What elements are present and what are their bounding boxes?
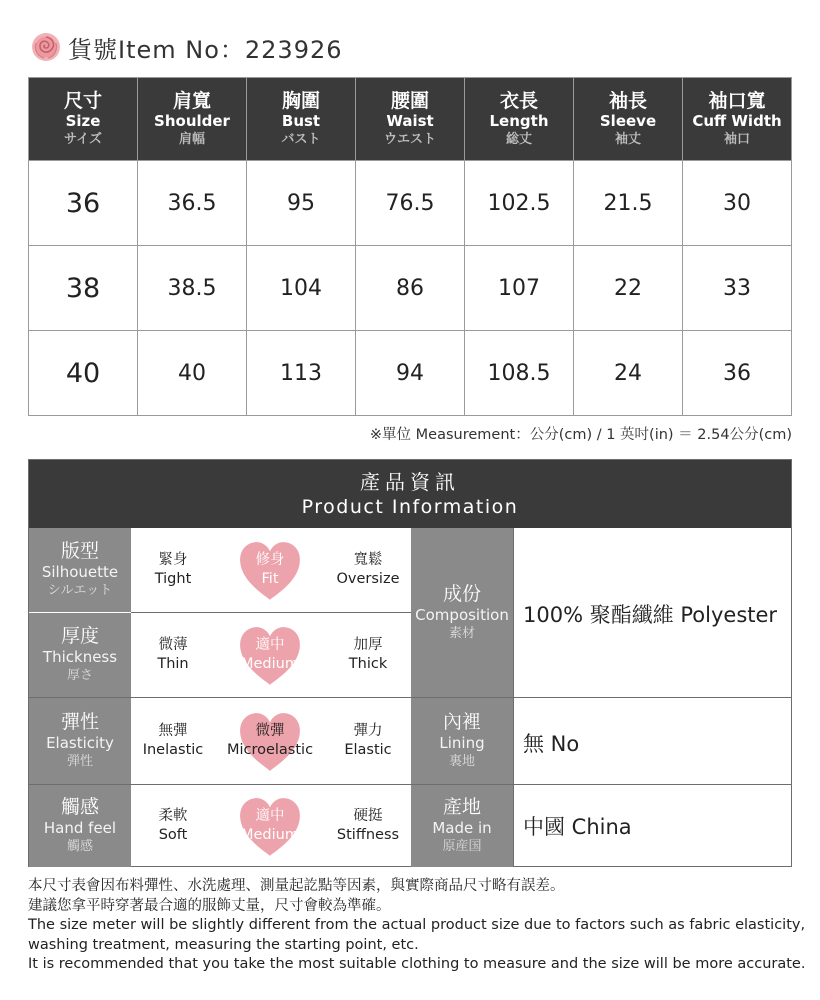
table-cell: 36 bbox=[683, 331, 792, 416]
detail-label-lining: 內裡 Lining 裏地 bbox=[411, 698, 513, 784]
option-oversize: 寬鬆 Oversize bbox=[336, 552, 400, 587]
size-cell: 38 bbox=[29, 246, 138, 331]
column-header: 袖口寬 Cuff Width 袖口 bbox=[683, 78, 792, 161]
size-table-header bbox=[29, 78, 792, 161]
size-disclaimer bbox=[28, 877, 806, 975]
detail-label-composition: 成份 Composition 素材 bbox=[411, 528, 513, 697]
option-thick: 加厚 Thick bbox=[348, 637, 388, 672]
table-cell: 36.5 bbox=[138, 161, 247, 246]
table-cell: 108.5 bbox=[465, 331, 574, 416]
size-table bbox=[28, 77, 792, 416]
table-cell: 24 bbox=[574, 331, 683, 416]
product-info-title-en: Product Information bbox=[301, 496, 519, 518]
option-medium-selected: 適中 Medium bbox=[241, 637, 299, 672]
size-cell: 40 bbox=[29, 331, 138, 416]
option-microelastic-selected: 微彈 Microelastic bbox=[226, 723, 314, 758]
attr-label-hand-feel: 觸感 Hand feel 觸感 bbox=[29, 785, 131, 867]
rose-icon bbox=[30, 31, 62, 63]
item-number: 貨號Item No：223926 bbox=[68, 35, 343, 64]
column-header: 衣長 Length 総丈 bbox=[465, 78, 574, 161]
column-header: 胸圍 Bust バスト bbox=[247, 78, 356, 161]
column-header: 尺寸 Size サイズ bbox=[29, 78, 138, 161]
table-cell: 22 bbox=[574, 246, 683, 331]
product-info-panel bbox=[28, 459, 792, 867]
column-header: 袖長 Sleeve 袖丈 bbox=[574, 78, 683, 161]
table-row bbox=[29, 161, 792, 246]
option-soft: 柔軟 Soft bbox=[158, 808, 188, 843]
table-cell: 76.5 bbox=[356, 161, 465, 246]
disclaimer-line: The size meter will be slightly different from the actual product size due to factors such as fabric elasticity, bbox=[28, 917, 806, 933]
attr-label-silhouette: 版型 Silhouette シルエット bbox=[29, 528, 131, 612]
disclaimer-line: washing treatment, measuring the starting point, etc. bbox=[28, 936, 419, 953]
size-cell: 36 bbox=[29, 161, 138, 246]
table-cell: 102.5 bbox=[465, 161, 574, 246]
table-cell: 30 bbox=[683, 161, 792, 246]
table-cell: 38.5 bbox=[138, 246, 247, 331]
table-cell: 86 bbox=[356, 246, 465, 331]
column-header: 腰圍 Waist ウエスト bbox=[356, 78, 465, 161]
option-inelastic: 無彈 Inelastic bbox=[142, 723, 204, 758]
table-cell: 95 bbox=[247, 161, 356, 246]
table-row bbox=[29, 246, 792, 331]
product-info-header bbox=[29, 460, 791, 528]
option-fit-selected: 修身 Fit bbox=[255, 552, 285, 587]
table-cell: 21.5 bbox=[574, 161, 683, 246]
attr-label-thickness: 厚度 Thickness 厚さ bbox=[29, 613, 131, 697]
table-cell: 107 bbox=[465, 246, 574, 331]
option-medium-selected: 適中 Medium bbox=[241, 808, 299, 843]
divider bbox=[131, 612, 411, 613]
option-elastic: 彈力 Elastic bbox=[344, 723, 392, 758]
disclaimer-line: It is recommended that you take the most suitable clothing to measure and the size will be more accurate. bbox=[28, 956, 806, 972]
option-thin: 微薄 Thin bbox=[157, 637, 189, 672]
attr-label-elasticity: 彈性 Elasticity 弾性 bbox=[29, 698, 131, 784]
divider bbox=[29, 697, 791, 698]
product-header bbox=[30, 28, 343, 66]
table-cell: 113 bbox=[247, 331, 356, 416]
detail-label-made-in: 產地 Made in 原産国 bbox=[411, 785, 513, 867]
table-cell: 94 bbox=[356, 331, 465, 416]
made-in-value: 中國 China bbox=[523, 815, 632, 839]
column-header: 肩寬 Shoulder 肩幅 bbox=[138, 78, 247, 161]
measurement-note: ※單位 Measurement：公分(cm) / 1 英吋(in) ＝ 2.54公分(cm) bbox=[369, 427, 792, 443]
product-info-title-zh: 產品資訊 bbox=[360, 470, 460, 494]
option-tight: 緊身 Tight bbox=[154, 552, 192, 587]
lining-value: 無 No bbox=[523, 732, 580, 756]
disclaimer-line: 建議您拿平時穿著最合適的服飾丈量，尺寸會較為準確。 bbox=[28, 897, 391, 914]
disclaimer-line: 本尺寸表會因布料彈性、水洗處理、測量起訖點等因素，與實際商品尺寸略有誤差。 bbox=[28, 878, 565, 894]
table-cell: 33 bbox=[683, 246, 792, 331]
divider bbox=[29, 784, 791, 785]
table-row bbox=[29, 331, 792, 416]
composition-value: 100% 聚酯纖維 Polyester bbox=[523, 603, 778, 627]
option-stiffness: 硬挺 Stiffness bbox=[336, 808, 400, 843]
table-cell: 40 bbox=[138, 331, 247, 416]
table-cell: 104 bbox=[247, 246, 356, 331]
divider bbox=[513, 528, 514, 867]
